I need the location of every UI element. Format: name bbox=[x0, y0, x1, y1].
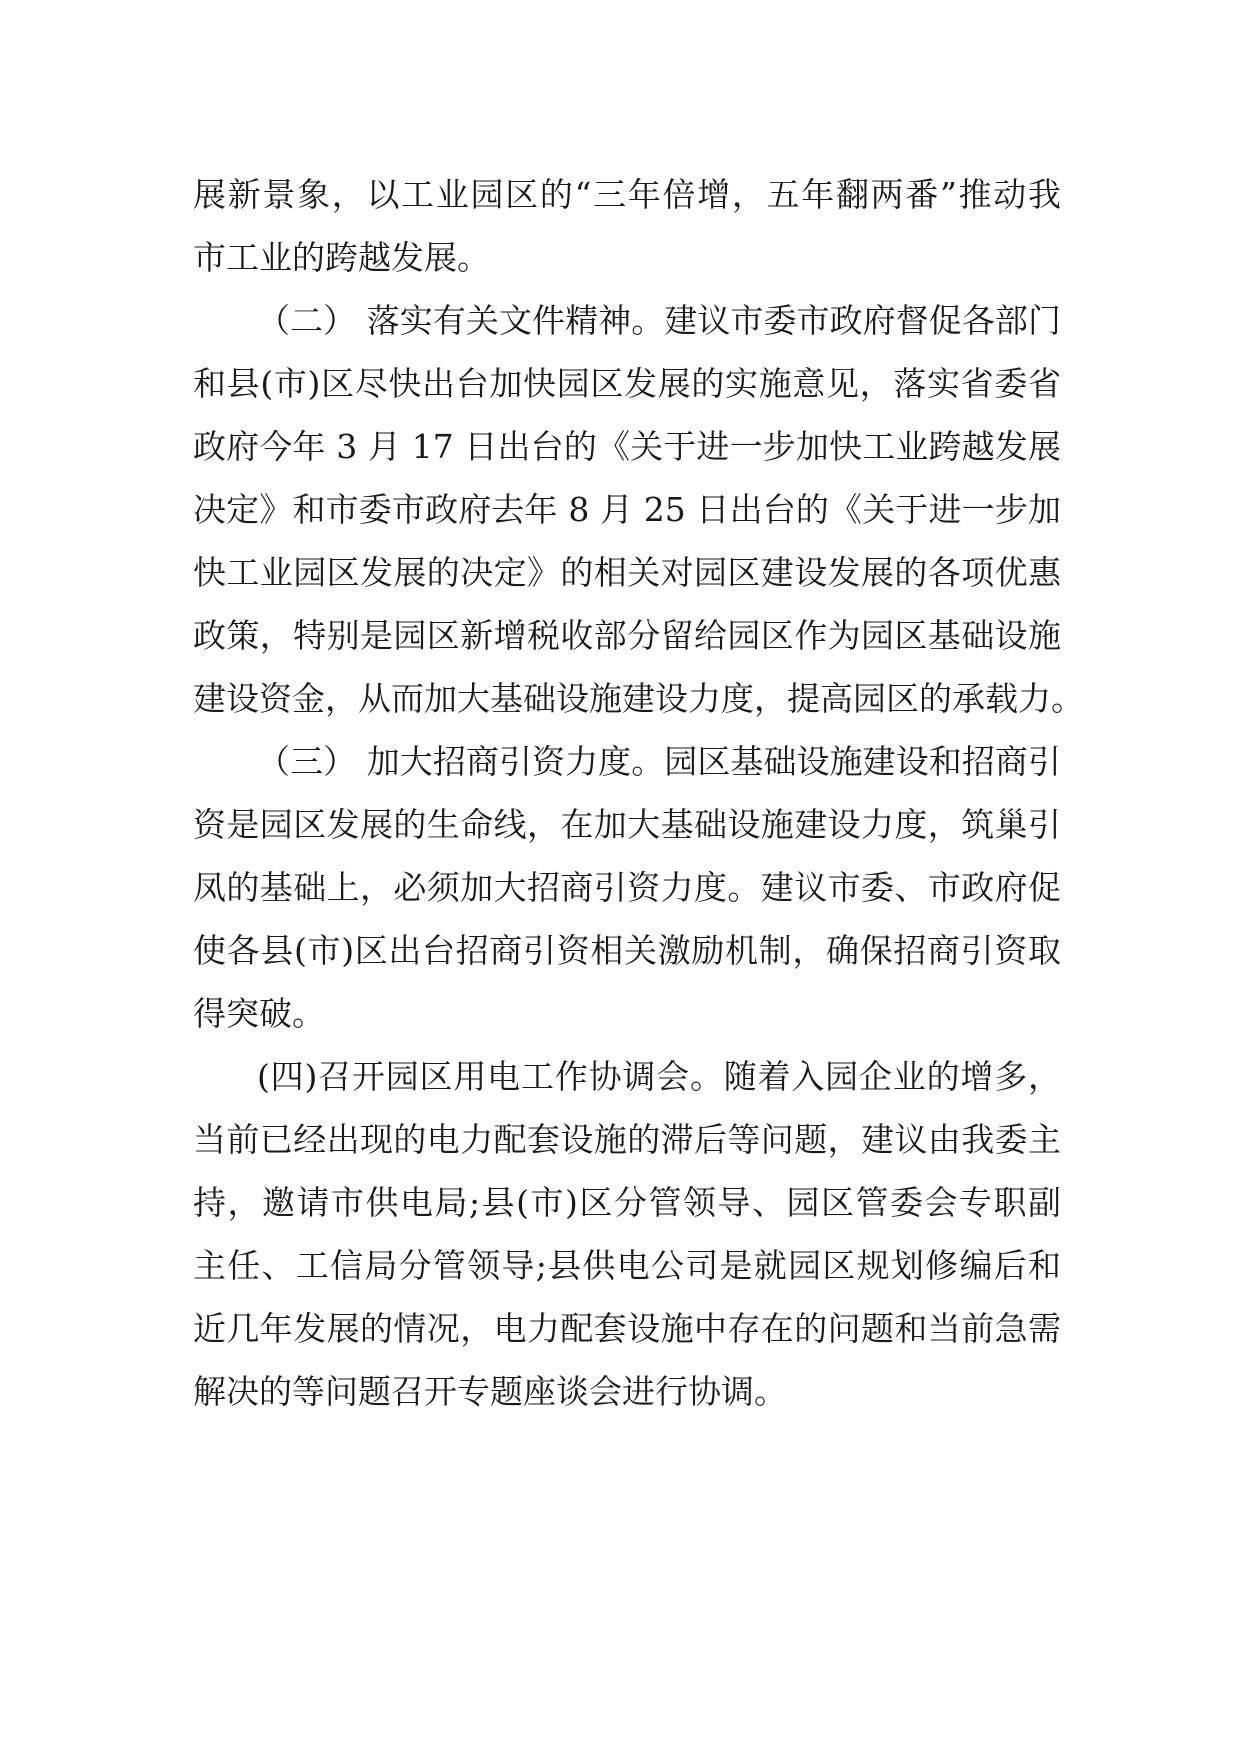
text-line: 主任、工信局分管领导;县供电公司是就园区规划修编后和 bbox=[193, 1246, 1061, 1285]
text-line: 解决的等问题召开专题座谈会进行协调。 bbox=[193, 1372, 787, 1411]
text-line: 快工业园区发展的决定》的相关对园区建设发展的各项优惠 bbox=[193, 553, 1061, 592]
text-line: 决定》和市委市政府去年 8 月 25 日出台的《关于进一步加 bbox=[193, 490, 1061, 529]
text-line: 近几年发展的情况，电力配套设施中存在的问题和当前急需 bbox=[193, 1309, 1061, 1348]
text-line: 展新景象，以工业园区的“三年倍增，五年翻两番”推动我 bbox=[193, 175, 1061, 214]
text-line: 凤的基础上，必须加大招商引资力度。建议市委、市政府促 bbox=[193, 868, 1061, 907]
text-line: 政策，特别是园区新增税收部分留给园区作为园区基础设施 bbox=[193, 616, 1061, 655]
text-line: 和县(市)区尽快出台加快园区发展的实施意见，落实省委省 bbox=[193, 364, 1061, 403]
paragraph-section-2 bbox=[193, 289, 1084, 730]
text-line: 建设资金，从而加大基础设施建设力度，提高园区的承载力。 bbox=[193, 679, 1084, 718]
text-line: 市工业的跨越发展。 bbox=[193, 238, 490, 277]
text-line: 政府今年 3 月 17 日出台的《关于进一步加快工业跨越发展 bbox=[193, 427, 1061, 466]
document-body bbox=[193, 163, 1084, 1423]
paragraph-section-4 bbox=[193, 1045, 1073, 1423]
text-line: 持，邀请市供电局;县(市)区分管领导、园区管委会专职副 bbox=[193, 1183, 1061, 1222]
text-line: 得突破。 bbox=[193, 994, 325, 1033]
text-line: 资是园区发展的生命线，在加大基础设施建设力度，筑巢引 bbox=[193, 805, 1061, 844]
text-line: 使各县(市)区出台招商引资相关激励机制，确保招商引资取 bbox=[193, 931, 1061, 970]
text-line: （二） 落实有关文件精神。建议市委市政府督促各部门 bbox=[257, 301, 1061, 340]
paragraph-continuation bbox=[193, 163, 1073, 289]
text-line: (四)召开园区用电工作协调会。随着入园企业的增多， bbox=[257, 1057, 1061, 1096]
text-line: （三） 加大招商引资力度。园区基础设施建设和招商引 bbox=[257, 742, 1061, 781]
text-line: 当前已经出现的电力配套设施的滞后等问题，建议由我委主 bbox=[193, 1120, 1061, 1159]
paragraph-section-3 bbox=[193, 730, 1073, 1045]
